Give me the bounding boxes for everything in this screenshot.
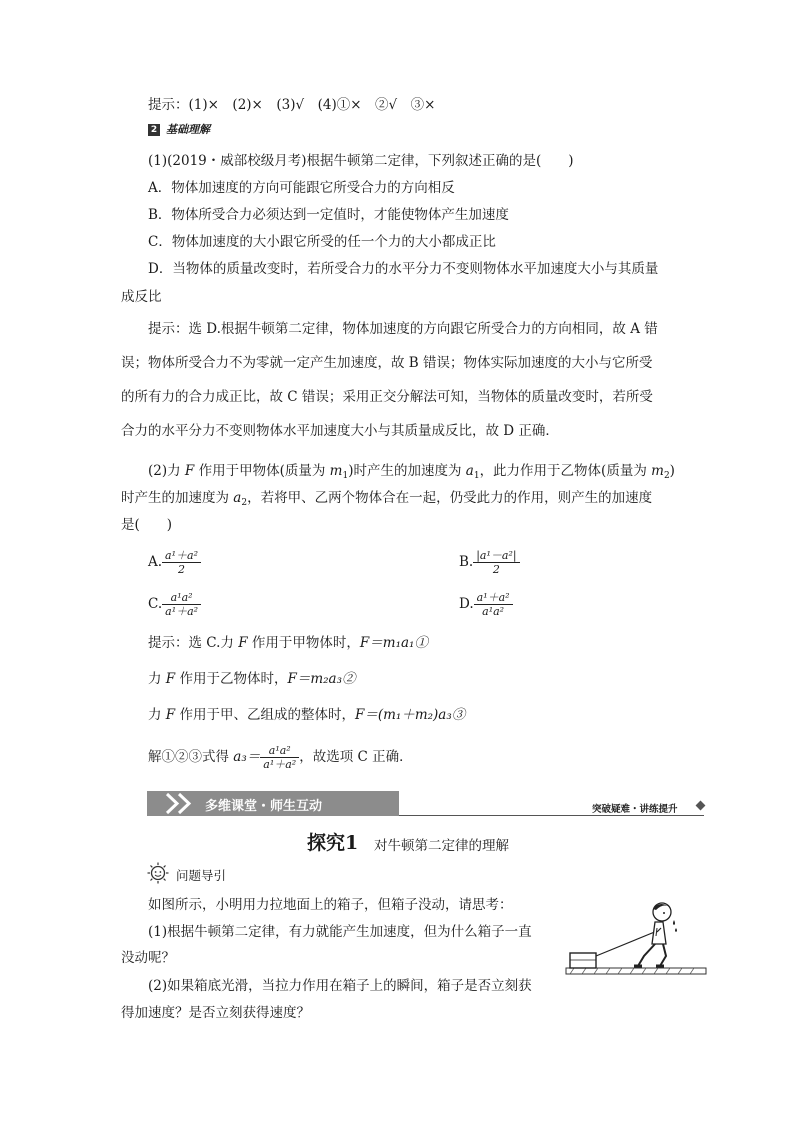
guide-label: 问题导引 <box>176 868 227 883</box>
q1-answer-1: 提示：选 D.根据牛顿第二定律，物体加速度的方向跟它所受合力的方向相同，故 A 错 <box>148 321 658 337</box>
section-label: 基础理解 <box>166 123 210 136</box>
q1-option-d: D．当物体的质量改变时，若所受合力的水平分力不变则物体水平加速度大小与其质量 <box>148 261 659 277</box>
guide-q2-line-1: (2)如果箱底光滑，当拉力作用在箱子上的瞬间，箱子是否立刻获 <box>148 978 532 994</box>
q2-option-c: C. $\frac{\text{a¹a²}}{\text{a¹＋a²}}$ <box>148 590 201 618</box>
q2-hint-2: 力 F 作用于乙物体时，F＝m₂a₃② <box>148 671 356 687</box>
guide-q1-line-1: (1)根据牛顿第二定律，有力就能产生加速度，但为什么箱子一直 <box>148 924 532 940</box>
q2-option-a: A. $\frac{\text{a¹＋a²}}{2}$ <box>148 548 201 576</box>
q1-option-b: B．物体所受合力必须达到一定值时，才能使物体产生加速度 <box>148 207 509 223</box>
q1-option-d-cont: 成反比 <box>121 289 162 305</box>
section-badge: 2 <box>148 124 160 136</box>
q2-option-b: B. $\frac{\text{|a¹－a²|}}{2}$ <box>459 548 520 576</box>
q2-option-d: D. $\frac{\text{a¹＋a²}}{\text{a¹a²}}$ <box>459 590 513 618</box>
q1-answer-2: 误；物体所受合力不为零就一定产生加速度，故 B 错误；物体实际加速度的大小与它所受 <box>121 355 653 371</box>
q1-option-a: A．物体加速度的方向可能跟它所受合力的方向相反 <box>148 180 455 196</box>
q2-hint-4: 解①②③式得 a₃＝ $\frac{\text{a¹a²}}{\text{a¹＋a²}}$ ，故选项 C 正确． <box>148 744 413 771</box>
explore-heading: 探究1 <box>307 832 359 854</box>
q1-stem: (1)(2019・威部校级月考)根据牛顿第二定律，下列叙述正确的是( ) <box>148 153 574 169</box>
q2-line-2: 时产生的加速度为 $a_2$，若将甲、乙两个物体合在一起，仍受此力的作用，则产生的加速度 <box>121 490 653 508</box>
q1-option-c: C．物体加速度的大小跟它所受的任一个力的大小都成正比 <box>148 234 496 250</box>
explore-title: 对牛顿第二定律的理解 <box>374 838 509 854</box>
q2-line-3: 是( ) <box>121 517 173 533</box>
guide-para-1: 如图所示，小明用力拉地面上的箱子，但箱子没动，请思考： <box>148 897 513 913</box>
q1-answer-4: 合力的水平分力不变则物体水平加速度大小与其质量成反比，故 D 正确． <box>121 423 559 439</box>
chevron-icon <box>161 791 211 816</box>
banner-right-text: 突破疑难・讲练提升 <box>592 804 678 815</box>
guide-q1-line-2: 没动呢？ <box>121 950 175 966</box>
q2-hint-3: 力 F 作用于甲、乙组成的整体时，F＝(m₁＋m₂)a₃③ <box>148 707 466 723</box>
boy-pulling-box-illustration <box>562 898 710 980</box>
diamond-icon <box>696 801 706 811</box>
banner-rule <box>399 815 704 816</box>
banner-title: 多维课堂・师生互动 <box>205 799 323 814</box>
sun-icon <box>147 862 169 884</box>
guide-q2-line-2: 得加速度？是否立刻获得速度？ <box>121 1005 310 1021</box>
q2-line-1: (2)力 F 作用于甲物体(质量为 $m_1$)时产生的加速度为 $a_1$，此力作用于乙物体(质量为 $m_2$) <box>148 463 675 481</box>
hint-top: 提示：(1)× (2)× (3)√ (4)①× ②√ ③× <box>148 97 436 113</box>
q1-answer-3: 的所有力的合力成正比，故 C 错误；采用正交分解法可知，当物体的质量改变时，若所受 <box>121 389 653 405</box>
q2-hint-1: 提示：选 C.力 F 作用于甲物体时，F＝m₁a₁① <box>148 635 428 651</box>
